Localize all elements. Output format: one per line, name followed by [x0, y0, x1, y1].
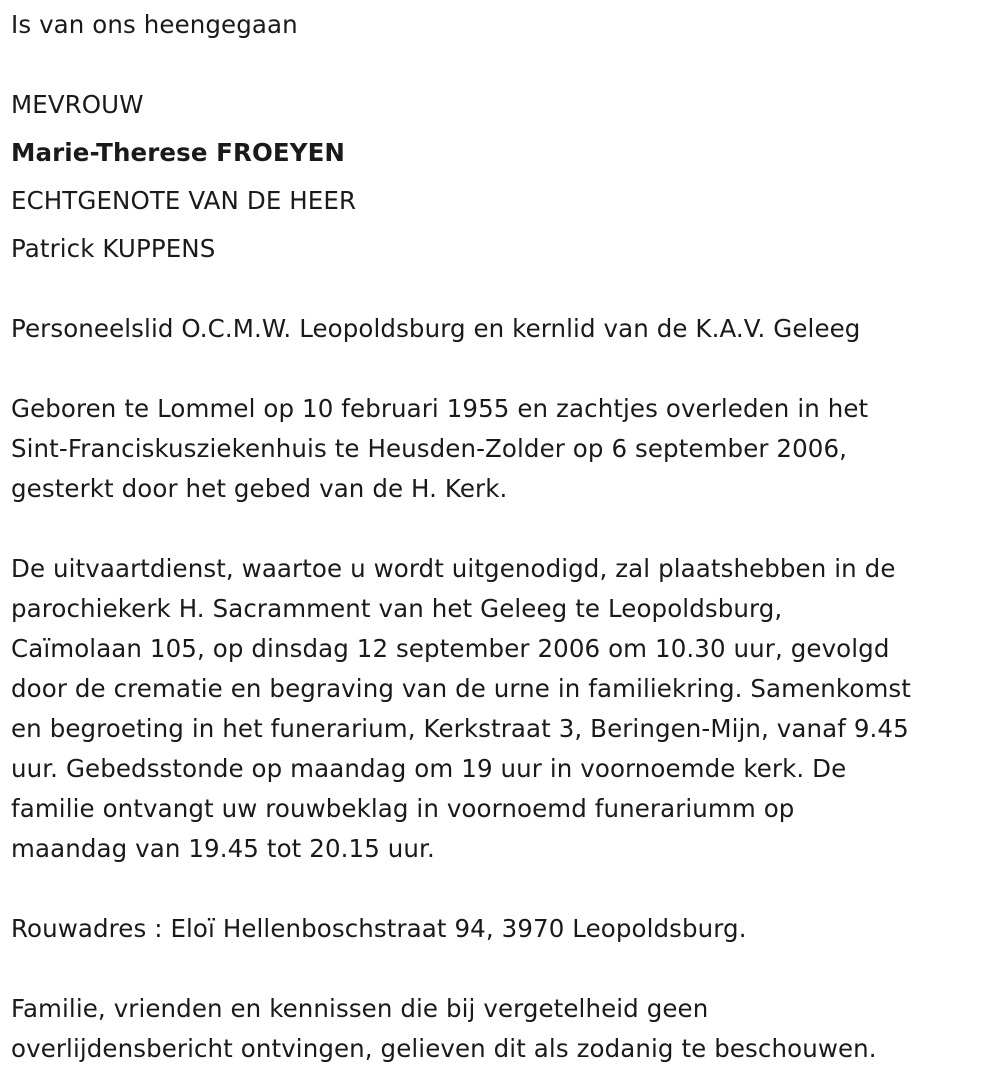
deceased-name: Marie-Therese FROEYEN [11, 138, 346, 167]
birth-death-line: gesterkt door het gebed van de H. Kerk. [11, 474, 508, 503]
occupation-text: Personeelslid O.C.M.W. Leopoldsburg en kernlid van de K.A.V. Geleeg [11, 314, 861, 343]
closing-line: Familie, vrienden en kennissen die bij vergetelheid geen [11, 994, 709, 1023]
mourning-address: Rouwadres : Eloï Hellenboschstraat 94, 3970 Leopoldsburg. [11, 914, 747, 943]
spouse-name: Patrick KUPPENS [11, 234, 216, 263]
funeral-line: familie ontvangt uw rouwbeklag in voornoemd funerariumm op [11, 794, 795, 823]
intro-text: Is van ons heengegaan [11, 10, 298, 39]
closing-line: overlijdensbericht ontvingen, gelieven dit als zodanig te beschouwen. [11, 1034, 877, 1063]
funeral-line: parochiekerk H. Sacramment van het Geleeg te Leopoldsburg, [11, 594, 783, 623]
birth-death-line: Sint-Franciskusziekenhuis te Heusden-Zolder op 6 september 2006, [11, 434, 848, 463]
funeral-line: De uitvaartdienst, waartoe u wordt uitgenodigd, zal plaatshebben in de [11, 554, 896, 583]
funeral-line: uur. Gebedsstonde op maandag om 19 uur in voornoemde kerk. De [11, 754, 847, 783]
funeral-line: maandag van 19.45 tot 20.15 uur. [11, 834, 435, 863]
relation-text: ECHTGENOTE VAN DE HEER [11, 186, 357, 215]
title-text: MEVROUW [11, 90, 144, 119]
funeral-line: door de crematie en begraving van de urne in familiekring. Samenkomst [11, 674, 911, 703]
funeral-line: en begroeting in het funerarium, Kerkstraat 3, Beringen-Mijn, vanaf 9.45 [11, 714, 909, 743]
funeral-line: Caïmolaan 105, op dinsdag 12 september 2006 om 10.30 uur, gevolgd [11, 634, 890, 663]
birth-death-line: Geboren te Lommel op 10 februari 1955 en zachtjes overleden in het [11, 394, 869, 423]
